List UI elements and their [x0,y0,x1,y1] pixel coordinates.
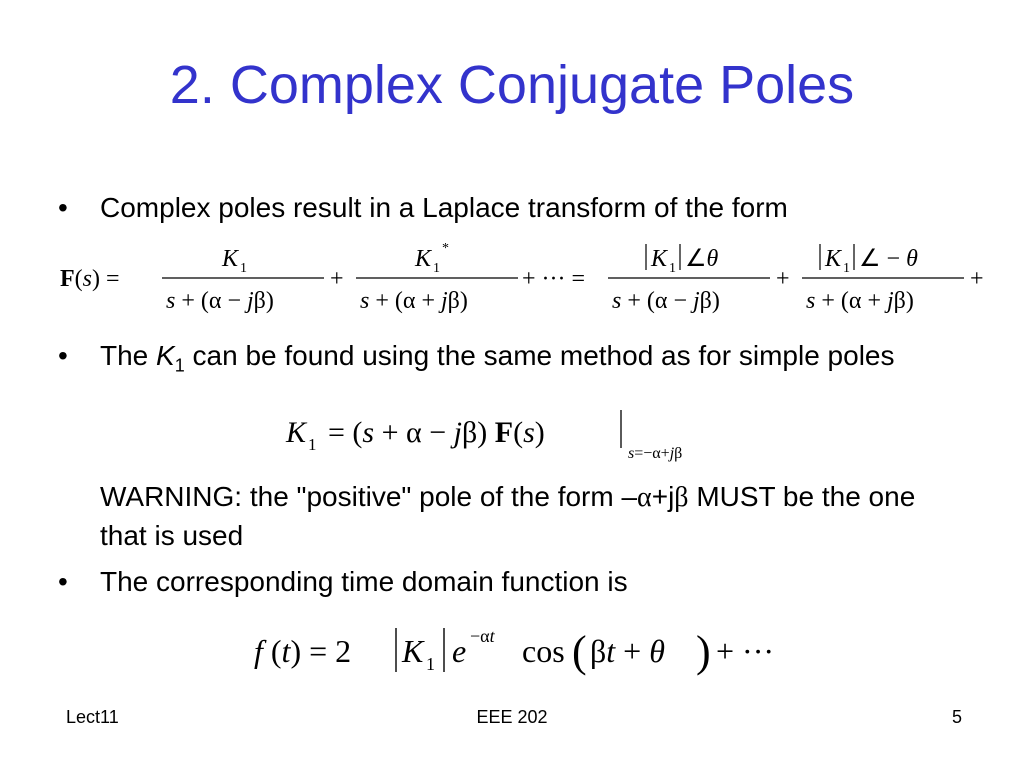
svg-text:+: + [776,266,790,292]
svg-text:s=−α+jβ: s=−α+jβ [628,445,683,462]
svg-text:*: * [442,241,449,256]
svg-text:s + (α − jβ): s + (α − jβ) [166,288,274,314]
svg-text:+: + [330,266,344,292]
svg-text:s + (α + jβ): s + (α + jβ) [360,288,468,314]
svg-text:βt + θ: βt + θ [590,633,665,669]
svg-text:+: + [970,266,984,292]
bullet-marker: • [58,192,68,223]
warning-note [100,478,960,555]
svg-text:f (t) = 2: f (t) = 2 [254,633,352,669]
svg-text:cos: cos [522,633,565,669]
bullet-2-text [100,338,960,384]
svg-text:): ) [696,627,711,676]
svg-text:s + (α + jβ): s + (α + jβ) [806,288,914,314]
svg-text:e: e [452,633,467,669]
svg-text:F(s) =: F(s) = [60,266,120,292]
svg-text:K: K [402,633,424,669]
footer-page-number: 5 [952,707,963,727]
svg-text:+ ··· =: + ··· = [522,266,586,292]
equation-partial-fraction [60,232,1000,324]
svg-text:1: 1 [433,261,440,276]
svg-text:K: K [825,246,842,272]
bullet-3-text: The corresponding time domain function is [100,566,628,597]
k1-subscript: 1 [174,355,185,376]
svg-text:∠θ: ∠θ [685,246,719,272]
footer-course: EEE 202 [476,707,548,727]
svg-text:s + (α − jβ): s + (α − jβ) [612,288,720,314]
svg-text:K: K [286,416,307,449]
svg-text:K: K [222,246,239,272]
svg-text:= (s + α − jβ) F(s): = (s + α − jβ) F(s) [328,416,545,449]
warning-mid: +j [651,481,675,512]
bullet-2-suffix: can be found using the same method as for simple poles [184,340,895,371]
footer-lecture: Lect11 [66,707,119,727]
k1-symbol: K [156,340,175,371]
svg-text:K: K [651,246,668,272]
svg-text:K: K [415,246,432,272]
svg-text:(: ( [572,627,587,676]
svg-text:1: 1 [843,261,850,276]
equation-time-domain [250,616,790,688]
svg-text:1: 1 [308,435,317,454]
warning-prefix: WARNING: the "positive" pole of the form – [100,481,638,512]
equation-k1-residue [282,404,732,468]
svg-text:1: 1 [426,654,435,674]
svg-text:1: 1 [240,261,247,276]
beta-symbol: β [674,482,689,513]
svg-text:+ ···: + ··· [716,633,775,669]
svg-text:1: 1 [669,261,676,276]
warning-suffix: MUST be the one that is used [100,481,916,551]
bullet-marker: • [58,566,68,597]
alpha-symbol: α [637,482,652,513]
bullet-2-prefix: The [100,340,157,371]
bullet-marker: • [58,340,68,371]
svg-text:−αt: −αt [470,626,495,646]
bullet-1-text: Complex poles result in a Laplace transform of the form [100,192,788,223]
svg-text:∠ − θ: ∠ − θ [859,246,918,272]
slide-title: 2. Complex Conjugate Poles [169,55,855,115]
